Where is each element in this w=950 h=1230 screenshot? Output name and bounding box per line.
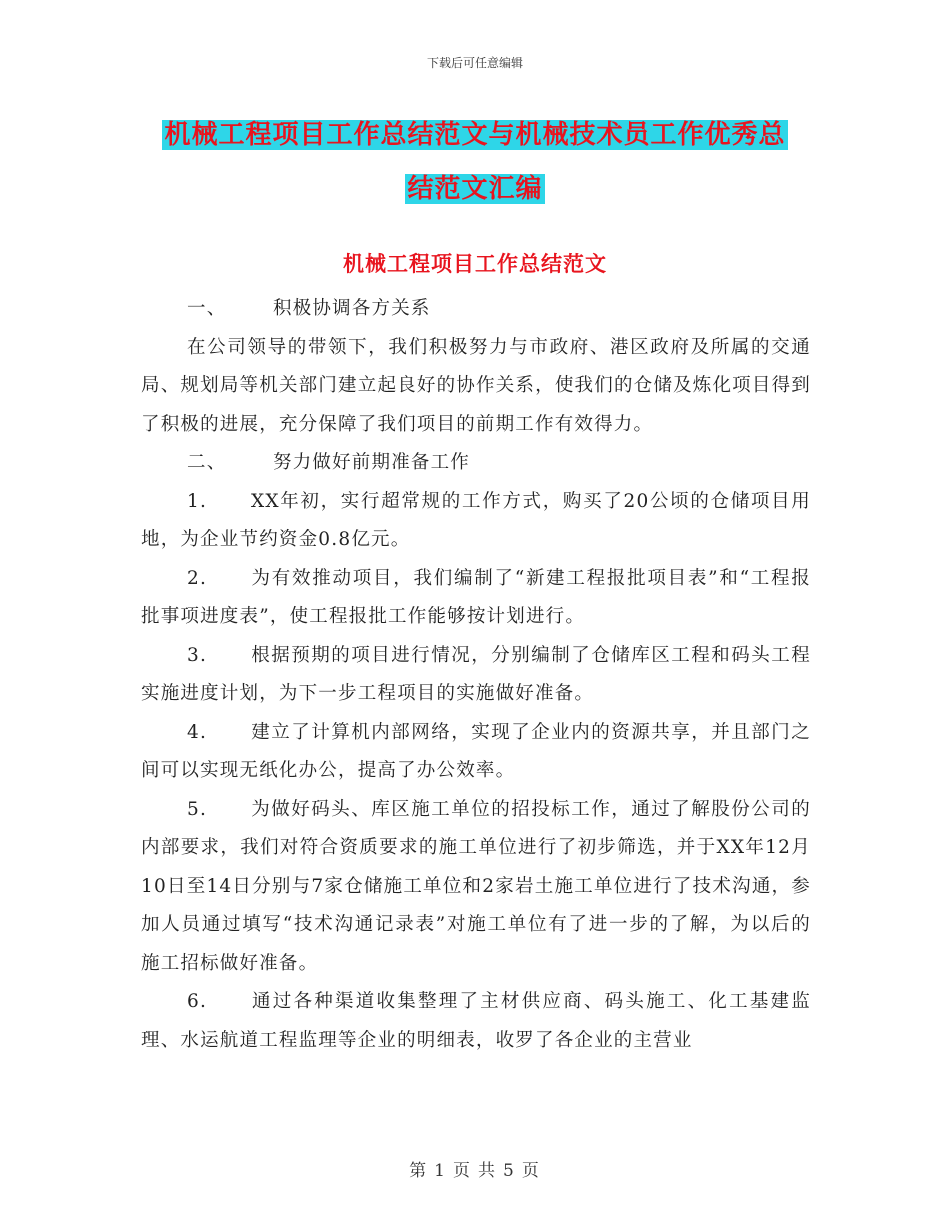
list-item-text: 为做好码头、库区施工单位的招投标工作，通过了解股份公司的内部要求，我们对符合资质要求的施工单位进行了初步筛选，并于XX年12月10日至14日分别与7家仓储施工单位和2家岩土施工单位进行了技术沟通，参加人员通过填写“技术沟通记录表”对施工单位有了进一步的了解，为以后的施工招标做好准备。 bbox=[141, 798, 811, 974]
list-item bbox=[141, 983, 811, 1060]
document-title bbox=[140, 108, 810, 216]
footer-total-suffix: 页 bbox=[521, 1161, 541, 1181]
section-heading-text: 积极协调各方关系 bbox=[273, 298, 431, 319]
header-note: 下载后可任意编辑 bbox=[426, 56, 523, 70]
title-line-2: 结范文汇编 bbox=[407, 174, 543, 204]
list-item-number: 2. bbox=[187, 567, 208, 589]
list-item-number: 1. bbox=[187, 490, 208, 512]
footer-total-pages: 5 bbox=[503, 1161, 516, 1181]
list-item-number: 3. bbox=[187, 644, 208, 666]
section-paragraph: 在公司领导的带领下，我们积极努力与市政府、港区政府及所属的交通局、规划局等机关部门建立起良好的协作关系，使我们的仓储及炼化项目得到了积极的进展，充分保障了我们项目的前期工作有效得力。 bbox=[141, 336, 811, 435]
footer-page-prefix: 第 bbox=[409, 1161, 429, 1181]
list-item-text: 为有效推动项目，我们编制了“新建工程报批项目表”和“工程报批事项进度表”，使工程报批工作能够按计划进行。 bbox=[141, 567, 811, 627]
footer-total-prefix: 共 bbox=[478, 1161, 497, 1181]
footer-page-mid: 页 bbox=[453, 1161, 472, 1181]
list-item-text: 根据预期的项目进行情况，分别编制了仓储库区工程和码头工程实施进度计划，为下一步工程项目的实施做好准备。 bbox=[141, 644, 811, 704]
list-item bbox=[141, 483, 811, 560]
list-item-number: 4. bbox=[187, 721, 208, 743]
title-line-1: 机械工程项目工作总结范文与机械技术员工作优秀总 bbox=[164, 120, 786, 150]
section-heading-text: 努力做好前期准备工作 bbox=[273, 452, 471, 473]
section-number: 二、 bbox=[187, 452, 227, 473]
footer-page-number: 1 bbox=[434, 1161, 447, 1181]
section-heading-2 bbox=[141, 444, 811, 483]
document-body bbox=[141, 290, 811, 1060]
list-item bbox=[141, 714, 811, 791]
list-item-text: 通过各种渠道收集整理了主材供应商、码头施工、化工基建监理、水运航道工程监理等企业的明细表，收罗了各企业的主营业 bbox=[141, 991, 811, 1051]
list-item bbox=[141, 791, 811, 984]
section-heading-1 bbox=[141, 290, 811, 329]
list-item-number: 5. bbox=[187, 798, 208, 820]
section-number: 一、 bbox=[187, 298, 227, 319]
list-item bbox=[141, 560, 811, 637]
list-item-text: 建立了计算机内部网络，实现了企业内的资源共享，并且部门之间可以实现无纸化办公，提高了办公效率。 bbox=[141, 721, 811, 781]
list-item-text: XX年初，实行超常规的工作方式，购买了20公顷的仓储项目用地，为企业节约资金0.8亿元。 bbox=[141, 490, 811, 550]
section-subtitle: 机械工程项目工作总结范文 bbox=[343, 251, 607, 276]
list-item bbox=[141, 637, 811, 714]
page-footer bbox=[0, 1156, 950, 1181]
list-item-number: 6. bbox=[187, 991, 208, 1012]
